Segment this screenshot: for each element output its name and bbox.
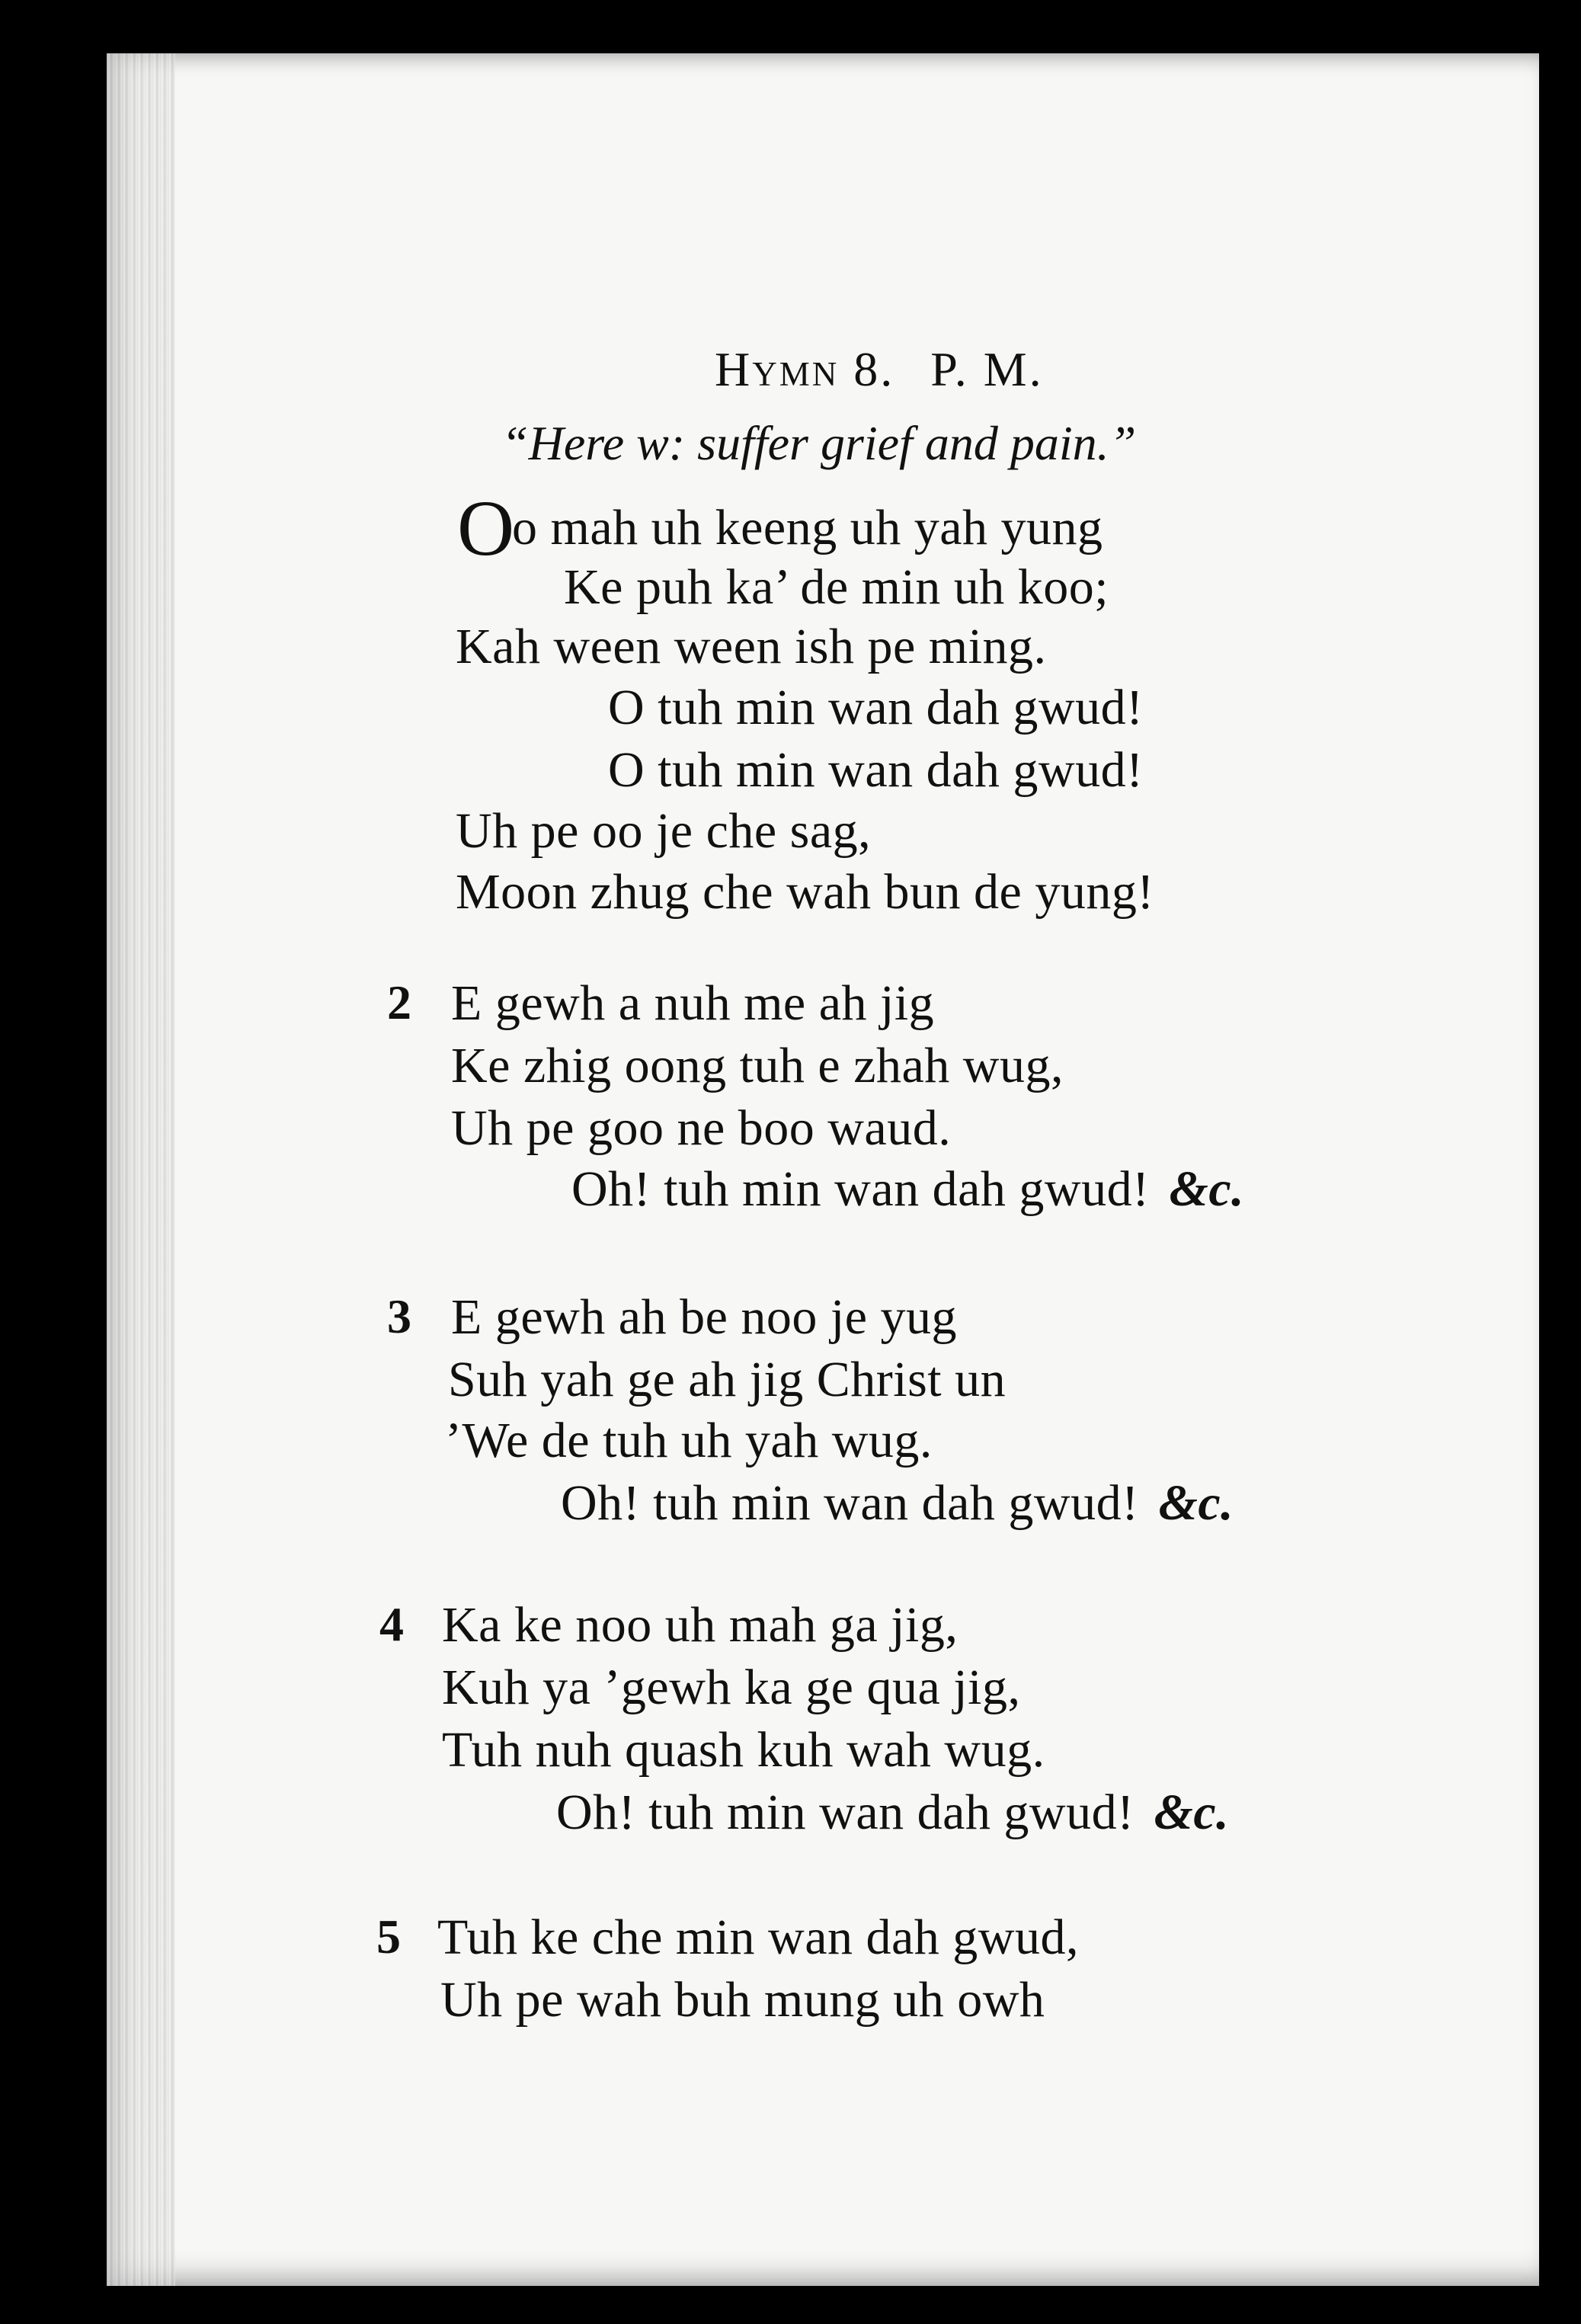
verse-1-line-4: O tuh min wan dah gwud! bbox=[608, 680, 1144, 735]
etc-mark: &c. bbox=[1169, 1161, 1245, 1217]
verse-number: 2 bbox=[387, 975, 411, 1029]
verse-number: 4 bbox=[379, 1597, 404, 1651]
drop-cap: O bbox=[457, 485, 515, 572]
verse-3-line-3: ’We de tuh uh yah wug. bbox=[445, 1413, 933, 1468]
verse-2-line-4: Oh! tuh min wan dah gwud! bbox=[571, 1161, 1150, 1217]
verse-1-line-1: o mah uh keeng uh yah yung bbox=[512, 500, 1103, 555]
etc-mark: &c. bbox=[1158, 1475, 1234, 1531]
page-gutter-edge bbox=[107, 53, 175, 2286]
verse-number: 5 bbox=[376, 1909, 401, 1964]
verse-3-refrain bbox=[561, 1475, 1234, 1531]
hymn-meter: P. M. bbox=[930, 342, 1044, 396]
verse-2-line-1: E gewh a nuh me ah jig bbox=[451, 975, 935, 1031]
verse-3-line-4: Oh! tuh min wan dah gwud! bbox=[561, 1475, 1139, 1531]
verse-2-line-2: Ke zhig oong tuh e zhah wug, bbox=[451, 1038, 1064, 1093]
verse-number: 3 bbox=[387, 1289, 411, 1343]
verse-5-line-1: Tuh ke che min wan dah gwud, bbox=[437, 1909, 1079, 1965]
verse-1-line-7: Moon zhug che wah bun de yung! bbox=[456, 864, 1154, 920]
verse-2-refrain bbox=[571, 1161, 1245, 1217]
verse-4-line-3: Tuh nuh quash kuh wah wug. bbox=[442, 1722, 1045, 1778]
verse-1-line-6: Uh pe oo je che sag, bbox=[456, 803, 872, 859]
hymn-heading bbox=[715, 341, 1044, 398]
hymn-english-first-line: “Here w: suffer grief and pain.” bbox=[501, 416, 1137, 470]
verse-4-line-2: Kuh ya ’gewh ka ge qua jig, bbox=[442, 1660, 1021, 1715]
verse-3-line-1: E gewh ah be noo je yug bbox=[451, 1289, 957, 1345]
verse-1-line-5: O tuh min wan dah gwud! bbox=[608, 742, 1144, 798]
verse-3-line-2: Suh yah ge ah jig Christ un bbox=[448, 1352, 1007, 1407]
verse-4-line-1: Ka ke noo uh mah ga jig, bbox=[442, 1597, 959, 1653]
verse-2-line-3: Uh pe goo ne boo waud. bbox=[451, 1100, 952, 1156]
hymn-number: Hymn 8. bbox=[715, 342, 895, 396]
etc-mark: &c. bbox=[1154, 1785, 1230, 1840]
verse-1-line-2: Ke puh ka’ de min uh koo; bbox=[564, 559, 1109, 615]
verse-4-line-4: Oh! tuh min wan dah gwud! bbox=[556, 1785, 1135, 1840]
verse-4-refrain bbox=[556, 1785, 1230, 1840]
verse-5-line-2: Uh pe wah buh mung uh owh bbox=[440, 1972, 1045, 2028]
verse-1-line-3: Kah ween ween ish pe ming. bbox=[456, 619, 1047, 674]
